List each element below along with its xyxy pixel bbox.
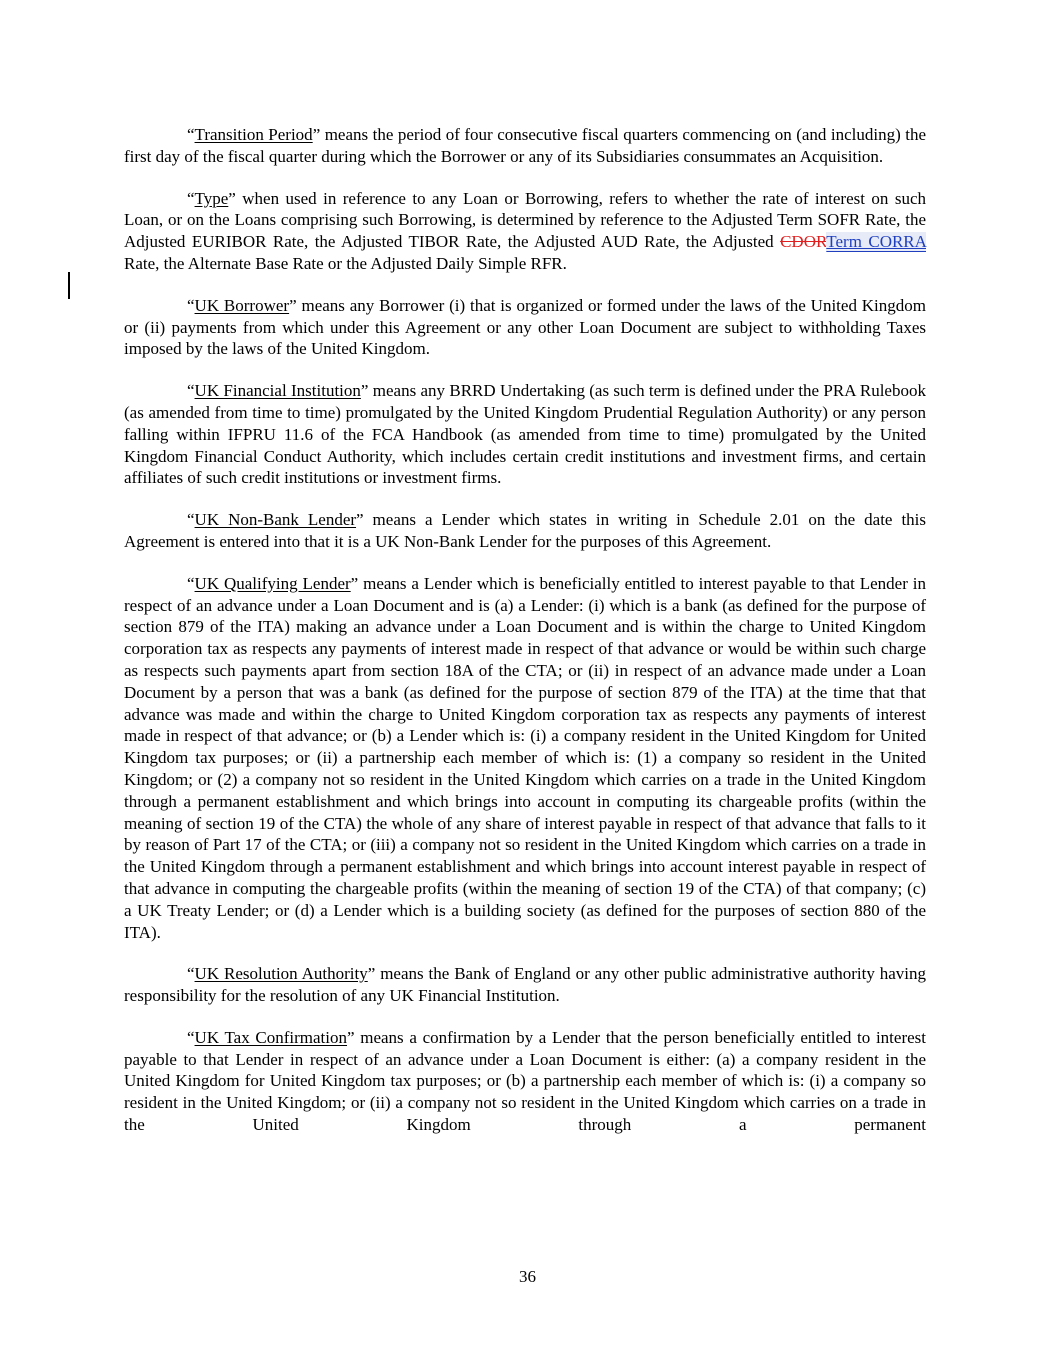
defined-term: UK Qualifying Lender [194,573,351,593]
definition-uk-resolution-authority: “UK Resolution Authority” means the Bank of England or any other public administrative authority having responsibility for the resolution of any UK Financial Institution. [124,964,926,1006]
defined-term: UK Financial Institution [194,381,361,401]
definition-text: means a Lender which is beneficially entitled to interest payable to that Lender in respect of an advance under a Loan Document and is (a) a Lender: (i) which is a bank (as defined for the purpose of section 879 of the ITA) making an advance under a Loan Document and is within the charge to United Kingdom corporation tax as respects any payments of interest made in respect of that advance or would be within such charge as respects such payments apart from section 18A of the CTA; or (ii) in respect of an advance made under a Loan Document by a person that was a bank (as defined for the purpose of section 879 of the ITA) at the time that that advance was made and within the charge to United Kingdom corporation tax as respects any payments of interest made in respect of that advance; or (b) a Lender which is: (i) a company resident in the United Kingdom for United Kingdom tax purposes; or (ii) a partnership each member of which is: (1) a company so resident in the United Kingdom; or (2) a company not so resident in the United Kingdom which carries on a trade in the United Kingdom through a permanent establishment and which brings into account in computing its chargeable profits (within the meaning of section 19 of the CTA) the whole of any share of interest payable in respect of that advance that falls to it by reason of Part 17 of the CTA; or (iii) a company not so resident in the United Kingdom which carries on a trade in the United Kingdom through a permanent establishment and which brings into account interest payable in respect of that advance in computing the chargeable profits (within the meaning of section 19 of the CTA) of that company; (c) a UK Treaty Lender; or (d) a Lender which is a building society (as defined for the purposes of section 880 of the ITA). [124,573,926,942]
definition-text: means a Lender which states in writing in Schedule 2.01 on the date this Agreement is entered into that it is a UK Non-Bank Lender for the purposes of this Agreement. [124,510,927,551]
defined-term: Type [194,188,229,208]
revision-change-bar [68,272,70,299]
defined-term: UK Tax Confirmation [194,1027,348,1047]
definition-text: means any Borrower (i) that is organized or formed under the laws of the United Kingdom or (ii) payments from which under this Agreement or any other Loan Document are subject to withholding Taxes imposed by the laws of the United Kingdom. [124,295,926,359]
definition-text: means a confirmation by a Lender that the person beneficially entitled to interest payable to that Lender in respect of an advance under a Loan Document is either: (a) a company resident in the United Kingdom for United Kingdom tax purposes; or (b) a partnership each member of which is: (i) a company so resident in the United Kingdom; or (ii) a company not so resident in the United Kingdom which carries on a trade in the United Kingdom through a permanent [124,1027,926,1135]
definition-uk-qualifying-lender: “UK Qualifying Lender” means a Lender which is beneficially entitled to interest payable to that Lender in respect of an advance under a Loan Document and is (a) a Lender: (i) which is a bank (as defined for the purpose of section 879 of the ITA) making an advance under a Loan Document and is within the charge to United Kingdom corporation tax as respects any payments of interest made in respect of that advance or would be within such charge as respects such payments apart from section 18A of the CTA; or (ii) in respect of an advance made under a Loan Document by a person that was a bank (as defined for the purpose of section 879 of the ITA) at the time that that advance was made and within the charge to United Kingdom corporation tax as respects any payments of interest made in respect of that advance; or (b) a Lender which is: (i) a company resident in the United Kingdom for United Kingdom tax purposes; or (ii) a partnership each member of which is: (1) a company so resident in the United Kingdom; or (2) a company not so resident in the United Kingdom which carries on a trade in the United Kingdom through a permanent establishment and which brings into account in computing its chargeable profits (within the meaning of section 19 of the CTA) the whole of any share of interest payable in respect of that advance that falls to it by reason of Part 17 of the CTA; or (iii) a company not so resident in the United Kingdom which carries on a trade in the United Kingdom through a permanent establishment and which brings into account interest payable in respect of that advance in computing the chargeable profits (within the meaning of section 19 of the CTA) of that company; (c) a UK Treaty Lender; or (d) a Lender which is a building society (as defined for the purposes of section 880 of the ITA). [124,573,926,942]
defined-term: Transition Period [194,125,313,144]
inserted-text: Term CORRA [826,232,926,252]
page-number: 36 [519,1267,536,1286]
definition-uk-borrower: “UK Borrower” means any Borrower (i) that is organized or formed under the laws of the United Kingdom or (ii) payments from which under this Agreement or any other Loan Document are subject to withholding Taxes imposed by the laws of the United Kingdom. [124,295,926,359]
definition-text: Rate, the Alternate Base Rate or the Adjusted Daily Simple RFR. [124,253,567,273]
definition-text: when used in reference to any Loan or Borrowing, refers to whether the rate of interest on such Loan, or on the Loans comprising such Borrowing, is determined by reference to the Adjusted Term SOFR Rate, the Adjusted EURIBOR Rate, the Adjusted TIBOR Rate, the Adjusted AUD Rate, the Adjusted [124,188,926,252]
definition-text: means any BRRD Undertaking (as such term is defined under the PRA Rulebook (as amended from time to time) promulgated by the United Kingdom Prudential Regulation Authority) or any person falling within IFPRU 11.6 of the FCA Handbook (as amended from time to time) promulgated by the United Kingdom Financial Conduct Authority, which includes certain credit institutions and investment firms, and certain affiliates of such credit institutions or investment firms. [124,381,926,488]
definitions-section [124,124,926,1156]
deleted-text: CDOR [780,232,827,252]
definition-uk-financial-institution: “UK Financial Institution” means any BRRD Undertaking (as such term is defined under the PRA Rulebook (as amended from time to time) promulgated by the United Kingdom Prudential Regulation Authority) or any person falling within IFPRU 11.6 of the FCA Handbook (as amended from time to time) promulgated by the United Kingdom Financial Conduct Authority, which includes certain credit institutions and investment firms, and certain affiliates of such credit institutions or investment firms. [124,381,926,488]
definition-transition-period: “Transition Period” means the period of four consecutive fiscal quarters commencing on (and including) the first day of the fiscal quarter during which the Borrower or any of its Subsidiaries consummates an Acquisition. [124,125,926,166]
definition-text: means the period of four consecutive fiscal quarters commencing on (and including) the first day of the fiscal quarter during which the Borrower or any of its Subsidiaries consummates an Acquisition. [124,125,926,166]
definition-type: “Type” when used in reference to any Loan or Borrowing, refers to whether the rate of interest on such Loan, or on the Loans comprising such Borrowing, is determined by reference to the Adjusted Term SOFR Rate, the Adjusted EURIBOR Rate, the Adjusted TIBOR Rate, the Adjusted AUD Rate, the Adjusted CDORTerm CORRA Rate, the Alternate Base Rate or the Adjusted Daily Simple RFR. [124,188,926,273]
definition-uk-non-bank-lender: “UK Non-Bank Lender” means a Lender which states in writing in Schedule 2.01 on the date this Agreement is entered into that it is a UK Non-Bank Lender for the purposes of this Agreement. [124,510,927,551]
defined-term: UK Resolution Authority [194,964,368,984]
definition-uk-tax-confirmation: “UK Tax Confirmation” means a confirmation by a Lender that the person beneficially entitled to interest payable to that Lender in respect of an advance under a Loan Document is either: (a) a company resident in the United Kingdom for United Kingdom tax purposes; or (b) a partnership each member of which is: (i) a company so resident in the United Kingdom; or (ii) a company not so resident in the United Kingdom which carries on a trade in the United Kingdom through a permanent [124,1027,926,1135]
defined-term: UK Non-Bank Lender [194,510,357,530]
defined-term: UK Borrower [194,295,290,315]
definition-text: means the Bank of England or any other public administrative authority having responsibility for the resolution of any UK Financial Institution. [124,964,926,1006]
